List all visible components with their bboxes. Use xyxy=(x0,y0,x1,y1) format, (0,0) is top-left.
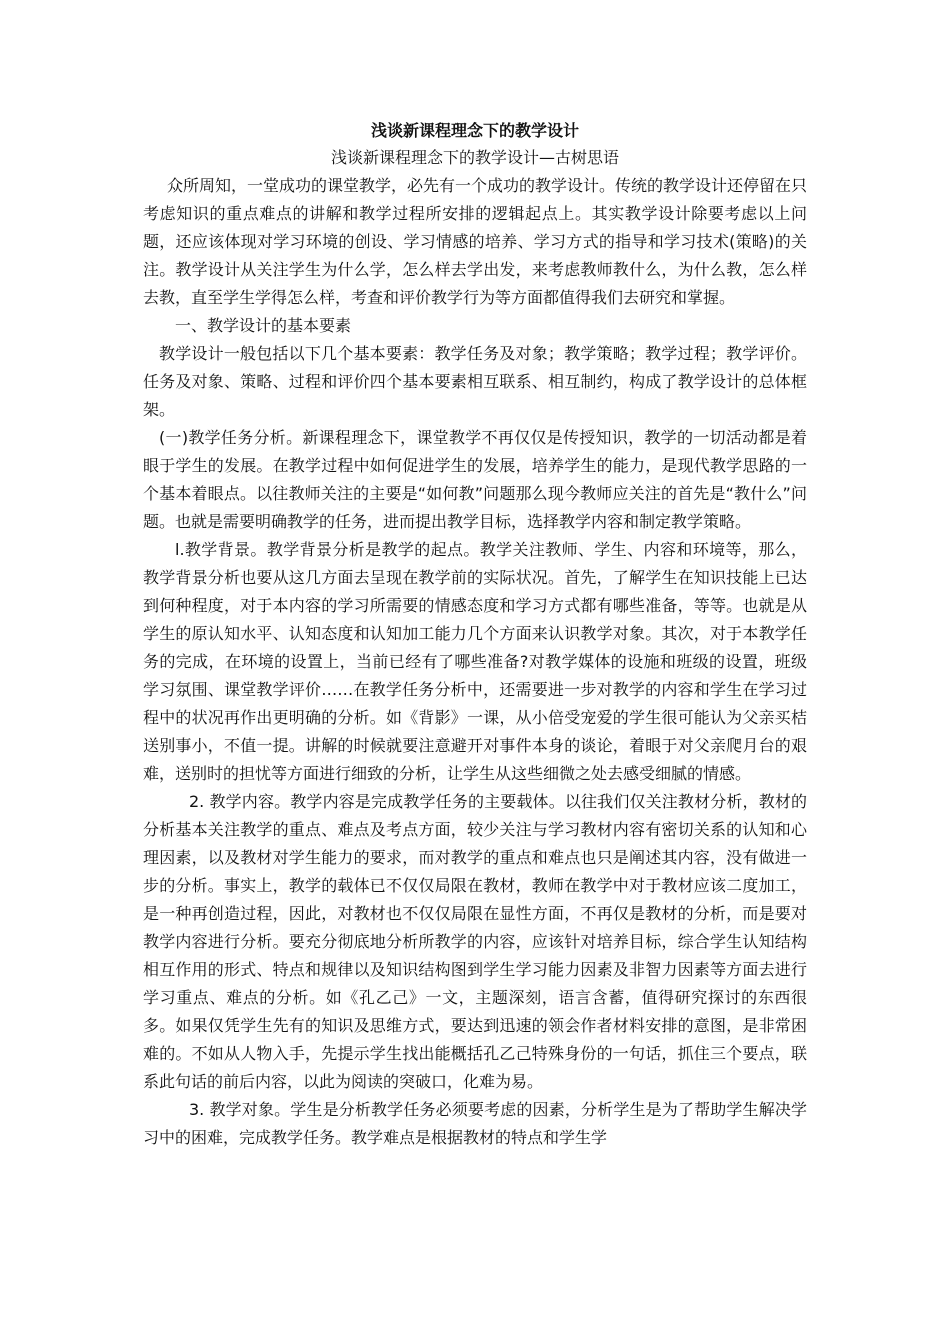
teaching-content-paragraph: 2. 教学内容。教学内容是完成教学任务的主要载体。以往我们仅关注教材分析，教材的分析基本关注教学的重点、难点及考点方面，较少关注与学习教材内容有密切关系的认知和心理因素，以及教材对学生能力的要求，而对教学的重点和难点也只是阐述其内容，没有做进一步的分析。事实上，教学的载体已不仅仅局限在教材，教师在教学中对于教材应该二度加工，是一种再创造过程，因此，对教材也不仅仅局限在显性方面，不再仅是教材的分析，而是要对教学内容进行分析。要充分彻底地分析所教学的内容，应该针对培养目标，综合学生认知结构相互作用的形式、特点和规律以及知识结构图到学生学习能力因素及非智力因素等方面去进行学习重点、难点的分析。如《孔乙己》一文，主题深刻，语言含蓄，值得研究探讨的东西很多。如果仅凭学生先有的知识及思维方式，要达到迅速的领会作者材料安排的意图，是非常困难的。不如从人物入手，先提示学生找出能概括孔乙己特殊身份的一句话，抓住三个要点，联系此句话的前后内容，以此为阅读的突破口，化难为易。 xyxy=(143,792,807,1091)
document-subtitle: 浅谈新课程理念下的教学设计—古树思语 xyxy=(330,148,619,167)
teaching-background-paragraph: l.教学背景。教学背景分析是教学的起点。教学关注教师、学生、内容和环境等，那么，教学背景分析也要从这几方面去呈现在教学前的实际状况。首先，了解学生在知识技能上已达到何种程度，对于本内容的学习所需要的情感态度和学习方式都有哪些准备，等等。也就是从学生的原认知水平、认知态度和认知加工能力几个方面来认识教学对象。其次，对于本教学任务的完成，在环境的设置上，当前已经有了哪些准备?对教学媒体的设施和班级的设置，班级学习氛围、课堂教学评价……在教学任务分析中，还需要进一步对教学的内容和学生在学习过程中的状况再作出更明确的分析。如《背影》一课，从小倍受宠爱的学生很可能认为父亲买桔送别事小，不值一提。讲解的时候就要注意避开对事件本身的谈论，着眼于对父亲爬月台的艰难，送别时的担忧等方面进行细致的分析，让学生从这些细微之处去感受细腻的情感。 xyxy=(143,540,807,783)
task-analysis-paragraph: (一)教学任务分析。新课程理念下，课堂教学不再仅仅是传授知识，教学的一切活动都是着眼于学生的发展。在教学过程中如何促进学生的发展，培养学生的能力，是现代教学思路的一个基本着眼点。以往教师关注的主要是“如何教”问题那么现今教师应关注的首先是“教什么”问题。也就是需要明确教学的任务，进而提出教学目标，选择教学内容和制定教学策略。 xyxy=(143,428,807,531)
document-page xyxy=(143,118,807,1152)
intro-paragraph: 众所周知，一堂成功的课堂教学，必先有一个成功的教学设计。传统的教学设计还停留在只考虑知识的重点难点的讲解和教学过程所安排的逻辑起点上。其实教学设计除要考虑以上问题，还应该体现对学习环境的创设、学习情感的培养、学习方式的指导和学习技术(策略)的关注。教学设计从关注学生为什么学，怎么样去学出发，来考虑教师教什么，为什么教，怎么样去教，直至学生学得怎么样，考查和评价教学行为等方面都值得我们去研究和掌握。 xyxy=(143,176,808,307)
teaching-object-paragraph: 3. 教学对象。学生是分析教学任务必须要考虑的因素，分析学生是为了帮助学生解决学习中的困难，完成教学任务。教学难点是根据教材的特点和学生学 xyxy=(143,1100,807,1147)
document-title: 浅谈新课程理念下的教学设计 xyxy=(370,121,579,140)
basic-elements-paragraph: 教学设计一般包括以下几个基本要素：教学任务及对象；教学策略；教学过程；教学评价。任务及对象、策略、过程和评价四个基本要素相互联系、相互制约，构成了教学设计的总体框架。 xyxy=(143,344,807,419)
section-heading-basic-elements: 一、教学设计的基本要素 xyxy=(175,316,352,335)
